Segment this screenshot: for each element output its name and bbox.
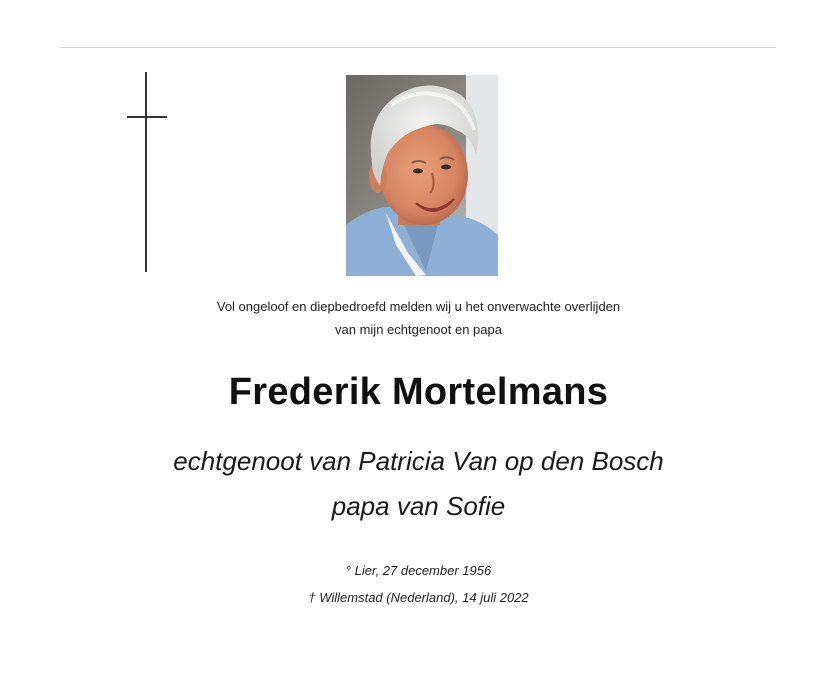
death-text: Willemstad (Nederland), 14 juli 2022 xyxy=(319,590,529,605)
intro-line: Vol ongeloof en diepbedroefd melden wij u het onverwachte overlijden xyxy=(216,299,621,314)
birth-text: Lier, 27 december 1956 xyxy=(354,563,492,578)
cross-icon xyxy=(127,72,167,272)
relation-line: echtgenoot van Patricia Van op den Bosch xyxy=(173,446,664,476)
deceased-name: Frederik Mortelmans xyxy=(228,371,609,413)
portrait-photo xyxy=(346,75,498,276)
intro-line: van mijn echtgenoot en papa xyxy=(335,322,502,337)
birth-info xyxy=(0,563,837,578)
relation-line: papa van Sofie xyxy=(331,491,506,521)
birth-symbol: ° xyxy=(345,563,351,578)
top-divider xyxy=(60,47,776,48)
death-info xyxy=(0,590,837,605)
death-symbol: † xyxy=(308,590,316,605)
